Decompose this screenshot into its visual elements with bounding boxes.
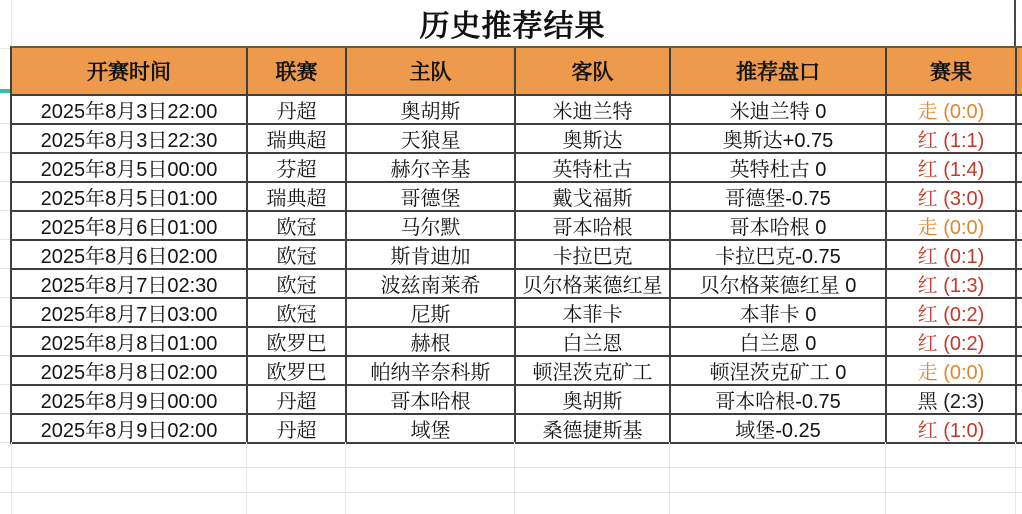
gridline: [0, 268, 10, 269]
cell-home[interactable]: 域堡: [347, 415, 516, 442]
cell-league[interactable]: 丹超: [248, 386, 347, 413]
cell-handicap[interactable]: 哥本哈根-0.75: [671, 386, 887, 413]
gridline: [0, 123, 10, 124]
header-row: [12, 48, 1022, 96]
cutoff-column-cell[interactable]: [1017, 270, 1022, 297]
cell-home[interactable]: 帕纳辛奈科斯: [347, 357, 516, 384]
cell-result[interactable]: 红 (3:0): [887, 183, 1017, 210]
header-cell-result[interactable]: 赛果: [887, 48, 1017, 94]
header-cell-time[interactable]: 开赛时间: [12, 48, 248, 94]
cell-time[interactable]: 2025年8月5日01:00: [12, 183, 248, 210]
cell-time[interactable]: 2025年8月5日00:00: [12, 154, 248, 181]
cell-time[interactable]: 2025年8月9日00:00: [12, 386, 248, 413]
cell-time[interactable]: 2025年8月7日02:30: [12, 270, 248, 297]
cell-home[interactable]: 哥本哈根: [347, 386, 516, 413]
cell-league[interactable]: 芬超: [248, 154, 347, 181]
gridline: [0, 239, 10, 240]
gridline: [669, 442, 670, 514]
cutoff-column-cell[interactable]: [1017, 212, 1022, 239]
cutoff-column-cell[interactable]: [1017, 154, 1022, 181]
cell-result[interactable]: 红 (1:1): [887, 125, 1017, 152]
cell-away[interactable]: 英特杜古: [516, 154, 671, 181]
cell-handicap[interactable]: 贝尔格莱德红星 0: [671, 270, 887, 297]
gridline: [514, 442, 515, 514]
table-row: [12, 125, 1022, 154]
table-row: [12, 270, 1022, 299]
cell-home[interactable]: 奥胡斯: [347, 96, 516, 123]
gridline: [0, 492, 1022, 493]
gridline: [11, 0, 12, 46]
cell-home[interactable]: 马尔默: [347, 212, 516, 239]
table-body: [12, 96, 1022, 444]
cell-handicap[interactable]: 米迪兰特 0: [671, 96, 887, 123]
gridline: [0, 326, 10, 327]
gridline: [0, 413, 10, 414]
cell-time[interactable]: 2025年8月6日02:00: [12, 241, 248, 268]
table-row: [12, 154, 1022, 183]
cutoff-column-cell[interactable]: [1017, 415, 1022, 442]
gridline: [0, 467, 1022, 468]
cell-away[interactable]: 贝尔格莱德红星: [516, 270, 671, 297]
cell-time[interactable]: 2025年8月6日01:00: [12, 212, 248, 239]
cell-league[interactable]: 欧罗巴: [248, 328, 347, 355]
cell-away[interactable]: 白兰恩: [516, 328, 671, 355]
cell-result[interactable]: 红 (0:2): [887, 299, 1017, 326]
table-row: [12, 386, 1022, 415]
cell-handicap[interactable]: 白兰恩 0: [671, 328, 887, 355]
header-cell-handicap[interactable]: 推荐盘口: [671, 48, 887, 94]
cell-time[interactable]: 2025年8月9日02:00: [12, 415, 248, 442]
cell-away[interactable]: 桑德捷斯基: [516, 415, 671, 442]
cell-away[interactable]: 哥本哈根: [516, 212, 671, 239]
cell-result[interactable]: 走 (0:0): [887, 96, 1017, 123]
cell-league[interactable]: 丹超: [248, 415, 347, 442]
results-table: [10, 46, 1022, 444]
cell-league[interactable]: 欧冠: [248, 270, 347, 297]
cell-league[interactable]: 欧冠: [248, 212, 347, 239]
table-row: [12, 299, 1022, 328]
cell-handicap[interactable]: 本菲卡 0: [671, 299, 887, 326]
header-cell-away[interactable]: 客队: [516, 48, 671, 94]
cell-league[interactable]: 欧罗巴: [248, 357, 347, 384]
cell-home[interactable]: 天狼星: [347, 125, 516, 152]
cell-home[interactable]: 尼斯: [347, 299, 516, 326]
cell-time[interactable]: 2025年8月8日01:00: [12, 328, 248, 355]
cell-away[interactable]: 奥斯达: [516, 125, 671, 152]
cell-home[interactable]: 波兹南莱希: [347, 270, 516, 297]
cell-handicap[interactable]: 哥本哈根 0: [671, 212, 887, 239]
cell-away[interactable]: 奥胡斯: [516, 386, 671, 413]
table-row: [12, 212, 1022, 241]
cutoff-column-cell[interactable]: [1017, 357, 1022, 384]
table-row: [12, 241, 1022, 270]
gridline: [0, 152, 10, 153]
cutoff-column-cell[interactable]: [1017, 386, 1022, 413]
cell-time[interactable]: 2025年8月3日22:30: [12, 125, 248, 152]
gridline: [0, 48, 10, 49]
cell-handicap[interactable]: 顿涅茨克矿工 0: [671, 357, 887, 384]
cell-home[interactable]: 赫根: [347, 328, 516, 355]
cell-time[interactable]: 2025年8月7日03:00: [12, 299, 248, 326]
gridline: [0, 384, 10, 385]
cell-result[interactable]: 红 (1:4): [887, 154, 1017, 181]
page-title: 历史推荐结果: [419, 10, 606, 43]
cell-result[interactable]: 红 (0:2): [887, 328, 1017, 355]
cell-home[interactable]: 斯肯迪加: [347, 241, 516, 268]
cutoff-column-cell[interactable]: [1017, 328, 1022, 355]
cell-home[interactable]: 赫尔辛基: [347, 154, 516, 181]
cutoff-column-cell[interactable]: [1017, 183, 1022, 210]
cell-away[interactable]: 卡拉巴克: [516, 241, 671, 268]
cell-league[interactable]: 瑞典超: [248, 183, 347, 210]
gridline: [0, 210, 10, 211]
cell-result[interactable]: 红 (1:0): [887, 415, 1017, 442]
cutoff-column-cell[interactable]: [1017, 241, 1022, 268]
cell-result[interactable]: 走 (0:0): [887, 212, 1017, 239]
cell-away[interactable]: 本菲卡: [516, 299, 671, 326]
header-cell-league[interactable]: 联赛: [248, 48, 347, 94]
cutoff-column-cell[interactable]: [1017, 96, 1022, 123]
gridline: [345, 442, 346, 514]
cell-result[interactable]: 红 (1:3): [887, 270, 1017, 297]
cell-away[interactable]: 米迪兰特: [516, 96, 671, 123]
table-row: [12, 415, 1022, 444]
cell-away[interactable]: 戴戈福斯: [516, 183, 671, 210]
cell-league[interactable]: 瑞典超: [248, 125, 347, 152]
table-row: [12, 183, 1022, 212]
cell-handicap[interactable]: 奥斯达+0.75: [671, 125, 887, 152]
title-cell-right-border: [1014, 0, 1016, 48]
gridline: [885, 442, 886, 514]
cell-handicap[interactable]: 域堡-0.25: [671, 415, 887, 442]
gridline: [0, 297, 10, 298]
cell-time[interactable]: 2025年8月3日22:00: [12, 96, 248, 123]
cell-league[interactable]: 欧冠: [248, 241, 347, 268]
table-row: [12, 357, 1022, 386]
cutoff-column-cell[interactable]: [1017, 299, 1022, 326]
gridline: [246, 442, 247, 514]
cell-away[interactable]: 顿涅茨克矿工: [516, 357, 671, 384]
gridline: [0, 442, 10, 443]
gridline: [0, 181, 10, 182]
cell-result[interactable]: 走 (0:0): [887, 357, 1017, 384]
cell-result[interactable]: 红 (0:1): [887, 241, 1017, 268]
cell-time[interactable]: 2025年8月8日02:00: [12, 357, 248, 384]
table-row: [12, 328, 1022, 357]
cell-handicap[interactable]: 卡拉巴克-0.75: [671, 241, 887, 268]
cutoff-column-cell[interactable]: [1017, 125, 1022, 152]
gridline: [1015, 442, 1016, 514]
cell-league[interactable]: 欧冠: [248, 299, 347, 326]
cell-home[interactable]: 哥德堡: [347, 183, 516, 210]
table-row: [12, 96, 1022, 125]
gridline: [0, 355, 10, 356]
cell-handicap[interactable]: 英特杜古 0: [671, 154, 887, 181]
gridline: [11, 442, 12, 514]
cutoff-column-cell[interactable]: [1017, 48, 1022, 94]
header-cell-home[interactable]: 主队: [347, 48, 516, 94]
cell-handicap[interactable]: 哥德堡-0.75: [671, 183, 887, 210]
cell-league[interactable]: 丹超: [248, 96, 347, 123]
cell-result[interactable]: 黑 (2:3): [887, 386, 1017, 413]
